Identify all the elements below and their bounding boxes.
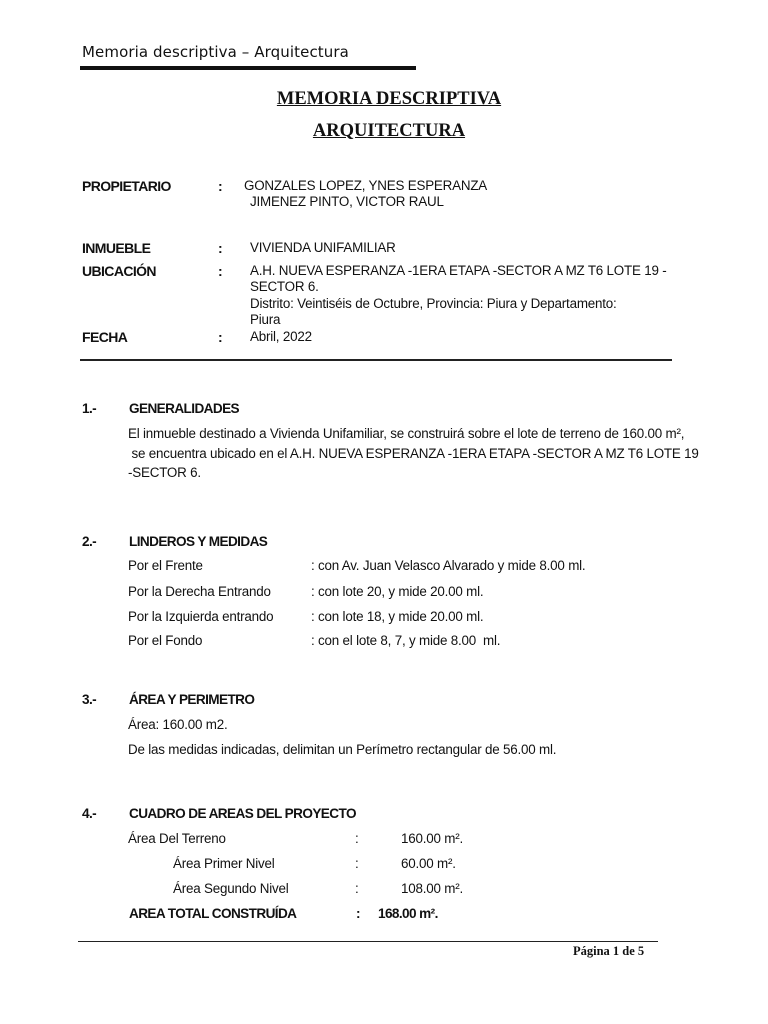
lindero-value: : con lote 20, y mide 20.00 ml. — [311, 584, 484, 599]
section-2-title: LINDEROS Y MEDIDAS — [129, 534, 268, 549]
section-1-line-2: se encuentra ubicado en el A.H. NUEVA ESPERANZA -1ERA ETAPA -SECTOR A MZ T6 LOTE 19 — [128, 446, 699, 461]
area-label: Área Segundo Nivel — [173, 881, 289, 896]
area-label: Área Del Terreno — [128, 831, 226, 846]
area-value: 160.00 m². — [401, 831, 464, 846]
ubicacion-line-3: Distrito: Veintiséis de Octubre, Provincia: Piura y Departamento: — [250, 296, 617, 311]
area-total-label: AREA TOTAL CONSTRUÍDA — [129, 906, 297, 921]
lindero-value: : con el lote 8, 7, y mide 8.00 ml. — [311, 633, 501, 648]
area-colon: : — [355, 856, 359, 871]
lindero-label: Por la Derecha Entrando — [128, 584, 271, 599]
area-total-colon: : — [356, 906, 360, 921]
ubicacion-line-1: A.H. NUEVA ESPERANZA -1ERA ETAPA -SECTOR A MZ T6 LOTE 19 - — [250, 263, 667, 278]
section-2-number: 2.- — [82, 534, 97, 549]
ubicacion-colon: : — [218, 263, 223, 279]
ubicacion-line-4: Piura — [250, 312, 281, 327]
area-value: 60.00 m². — [401, 856, 456, 871]
lindero-value: : con Av. Juan Velasco Alvarado y mide 8.00 ml. — [311, 558, 586, 573]
section-1-line-1: El inmueble destinado a Vivienda Unifamiliar, se construirá sobre el lote de terreno de 160.00 m², — [128, 426, 685, 441]
area-colon: : — [355, 831, 359, 846]
propietario-value-2: JIMENEZ PINTO, VICTOR RAUL — [250, 194, 444, 209]
section-3-number: 3.- — [82, 692, 97, 707]
document-subtitle: ARQUITECTURA — [312, 121, 466, 141]
document-title: MEMORIA DESCRIPTIVA — [276, 89, 502, 109]
ubicacion-line-2: SECTOR 6. — [250, 279, 319, 294]
inmueble-value: VIVIENDA UNIFAMILIAR — [250, 240, 396, 255]
section-1-number: 1.- — [82, 401, 97, 416]
fecha-value: Abril, 2022 — [250, 329, 312, 344]
section-3-line-2: De las medidas indicadas, delimitan un Perímetro rectangular de 56.00 ml. — [128, 742, 557, 757]
header-rule — [80, 66, 416, 70]
ubicacion-label: UBICACIÓN — [82, 263, 156, 279]
lindero-value: : con lote 18, y mide 20.00 ml. — [311, 609, 484, 624]
lindero-label: Por la Izquierda entrando — [128, 609, 274, 624]
section-1-line-3: -SECTOR 6. — [128, 465, 201, 480]
lindero-label: Por el Fondo — [128, 633, 203, 648]
propietario-value-1: GONZALES LOPEZ, YNES ESPERANZA — [244, 178, 488, 193]
propietario-colon: : — [218, 178, 223, 194]
page-number: Página 1 de 5 — [573, 944, 645, 958]
lindero-label: Por el Frente — [128, 558, 203, 573]
area-label: Área Primer Nivel — [173, 856, 275, 871]
section-3-line-1: Área: 160.00 m2. — [128, 717, 228, 732]
info-divider — [80, 359, 672, 361]
section-1-title: GENERALIDADES — [129, 401, 240, 416]
running-header: Memoria descriptiva – Arquitectura — [82, 43, 349, 61]
area-value: 108.00 m². — [401, 881, 464, 896]
inmueble-label: INMUEBLE — [82, 240, 151, 256]
fecha-label: FECHA — [82, 329, 128, 345]
fecha-colon: : — [218, 329, 223, 345]
inmueble-colon: : — [218, 240, 223, 256]
area-colon: : — [355, 881, 359, 896]
section-4-title: CUADRO DE AREAS DEL PROYECTO — [129, 806, 356, 821]
section-4-number: 4.- — [82, 806, 97, 821]
area-total-value: 168.00 m². — [378, 906, 438, 921]
footer-rule — [78, 941, 658, 942]
propietario-label: PROPIETARIO — [82, 178, 171, 194]
section-3-title: ÁREA Y PERIMETRO — [129, 692, 255, 707]
